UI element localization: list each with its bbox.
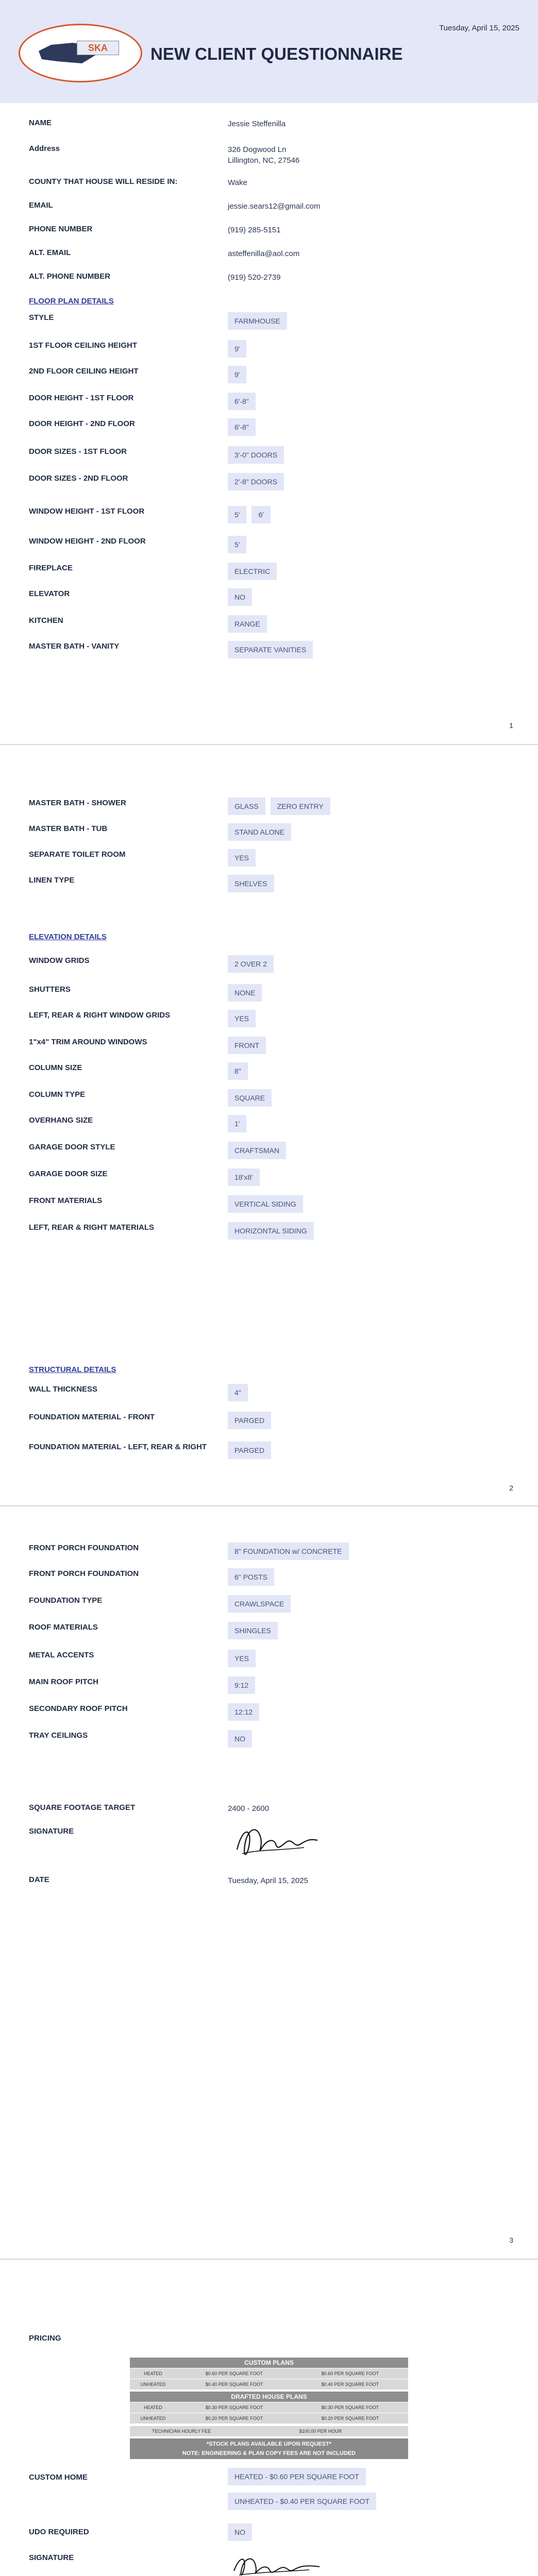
custom-home-option bbox=[228, 2493, 376, 2510]
detail-values bbox=[228, 615, 267, 633]
value-tag: VERTICAL SIDING bbox=[228, 1195, 303, 1213]
detail-label: 2ND FLOOR CEILING HEIGHT bbox=[29, 367, 139, 376]
detail-values bbox=[228, 473, 284, 490]
page-divider bbox=[0, 744, 538, 745]
udo-label: UDO REQUIRED bbox=[29, 2528, 89, 2536]
cell: UNHEATED bbox=[140, 2382, 166, 2387]
custom-home-option bbox=[228, 2468, 366, 2485]
address-value bbox=[228, 144, 299, 166]
detail-values bbox=[228, 1412, 271, 1429]
value-tag: HORIZONTAL SIDING bbox=[228, 1222, 314, 1240]
name-value: Jessie Steffenilla bbox=[228, 120, 286, 128]
detail-label: ROOF MATERIALS bbox=[29, 1623, 98, 1632]
address-label: Address bbox=[29, 144, 60, 153]
detail-values bbox=[228, 1037, 266, 1054]
detail-label: WINDOW HEIGHT - 2ND FLOOR bbox=[29, 537, 146, 546]
pricing-row bbox=[130, 2402, 408, 2413]
detail-values bbox=[228, 1703, 259, 1721]
value-tag: 9:12 bbox=[228, 1676, 255, 1694]
signature-image bbox=[227, 1818, 330, 1864]
email-value: jessie.sears12@gmail.com bbox=[228, 202, 321, 211]
detail-values bbox=[228, 798, 330, 815]
detail-values bbox=[228, 418, 256, 436]
pricing-heading: PRICING bbox=[29, 2334, 61, 2343]
value-tag: 6' bbox=[251, 506, 270, 523]
detail-label: DOOR SIZES - 1ST FLOOR bbox=[29, 447, 127, 456]
value-tag: ZERO ENTRY bbox=[271, 798, 330, 815]
detail-values bbox=[228, 366, 246, 383]
cell: TECHNICIAN HOURLY FEE bbox=[152, 2429, 211, 2434]
detail-label: COLUMN SIZE bbox=[29, 1063, 82, 1072]
cell: HEATED bbox=[144, 2405, 162, 2410]
detail-label: METAL ACCENTS bbox=[29, 1651, 94, 1659]
date-value: Tuesday, April 15, 2025 bbox=[228, 1876, 308, 1885]
value-tag: 4" bbox=[228, 1384, 248, 1401]
detail-label: OVERHANG SIZE bbox=[29, 1116, 93, 1125]
detail-label: FRONT PORCH FOUNDATION bbox=[29, 1544, 139, 1552]
detail-values bbox=[228, 849, 256, 867]
cell: $0.20 PER SQUARE FOOT bbox=[205, 2416, 263, 2421]
date-label: DATE bbox=[29, 1875, 49, 1884]
detail-label: SEPARATE TOILET ROOM bbox=[29, 850, 126, 859]
detail-values bbox=[228, 984, 262, 1002]
custom-home-label: CUSTOM HOME bbox=[29, 2473, 88, 2482]
pricing-table bbox=[130, 2358, 408, 2459]
value-tag: SEPARATE VANITIES bbox=[228, 641, 313, 658]
value-tag: 6'-8" bbox=[228, 393, 256, 410]
signature-image bbox=[227, 2550, 330, 2576]
detail-label: 1ST FLOOR CEILING HEIGHT bbox=[29, 341, 138, 350]
detail-values bbox=[228, 563, 277, 580]
value-tag: GLASS bbox=[228, 798, 265, 815]
alt-email-label: ALT. EMAIL bbox=[29, 248, 71, 257]
cell: $0.40 PER SQUARE FOOT bbox=[205, 2382, 263, 2387]
detail-values bbox=[228, 588, 252, 606]
tag: UNHEATED - $0.40 PER SQUARE FOOT bbox=[228, 2493, 376, 2510]
detail-values bbox=[228, 1568, 274, 1586]
value-tag: 3'-0" DOORS bbox=[228, 446, 284, 464]
value-tag: SQUARE bbox=[228, 1089, 272, 1107]
value-tag: 5' bbox=[228, 536, 246, 553]
detail-label: FOUNDATION MATERIAL - FRONT bbox=[29, 1413, 155, 1421]
value-tag: 6'-8" bbox=[228, 418, 256, 436]
page-number: 2 bbox=[509, 1484, 513, 1492]
page-number: 3 bbox=[509, 2236, 513, 2244]
alt-email-value: asteffenilla@aol.com bbox=[228, 249, 300, 258]
sqft-value: 2400 - 2600 bbox=[228, 1804, 270, 1813]
detail-label: KITCHEN bbox=[29, 616, 63, 625]
detail-values bbox=[228, 1676, 255, 1694]
page-title: NEW CLIENT QUESTIONNAIRE bbox=[150, 44, 403, 63]
value-tag: 2'-8" DOORS bbox=[228, 473, 284, 490]
detail-values bbox=[228, 1595, 291, 1613]
detail-values bbox=[228, 641, 313, 658]
signature-label: SIGNATURE bbox=[29, 2553, 74, 2562]
value-tag: NO bbox=[228, 1730, 252, 1748]
detail-label: SHUTTERS bbox=[29, 985, 71, 994]
detail-values bbox=[228, 1222, 314, 1240]
detail-label: TRAY CEILINGS bbox=[29, 1731, 88, 1740]
cell: $0.30 PER SQUARE FOOT bbox=[205, 2405, 263, 2410]
detail-label: FRONT MATERIALS bbox=[29, 1196, 103, 1205]
detail-values bbox=[228, 393, 256, 410]
detail-label: MASTER BATH - TUB bbox=[29, 824, 108, 833]
cell: $0.40 PER SQUARE FOOT bbox=[321, 2382, 379, 2387]
value-tag: CRAFTSMAN bbox=[228, 1142, 286, 1159]
stock-plans-note: *STOCK PLANS AVAILABLE UPON REQUEST* bbox=[206, 2441, 332, 2447]
value-tag: SHINGLES bbox=[228, 1622, 278, 1639]
value-tag: 8" bbox=[228, 1062, 248, 1080]
detail-values bbox=[228, 312, 287, 330]
value-tag: YES bbox=[228, 1010, 256, 1027]
detail-values bbox=[228, 1142, 286, 1159]
value-tag: NO bbox=[228, 588, 252, 606]
detail-values bbox=[228, 1168, 260, 1186]
page-divider bbox=[0, 1505, 538, 1506]
detail-values bbox=[228, 446, 284, 464]
value-tag: STAND ALONE bbox=[228, 823, 291, 841]
signature-label: SIGNATURE bbox=[29, 1827, 74, 1836]
detail-label: LEFT, REAR & RIGHT MATERIALS bbox=[29, 1223, 155, 1232]
detail-values bbox=[228, 1195, 303, 1213]
value-tag: PARGED bbox=[228, 1412, 271, 1429]
pricing-row bbox=[130, 2368, 408, 2379]
phone-value: (919) 285-5151 bbox=[228, 226, 281, 234]
custom-plans-title: CUSTOM PLANS bbox=[130, 2358, 408, 2368]
tag: NO bbox=[228, 2523, 252, 2541]
detail-values bbox=[228, 340, 246, 358]
company-logo bbox=[19, 24, 142, 82]
detail-label: GARAGE DOOR STYLE bbox=[29, 1143, 115, 1151]
value-tag: ELECTRIC bbox=[228, 563, 277, 580]
drafted-plans-title: DRAFTED HOUSE PLANS bbox=[130, 2392, 408, 2402]
detail-values bbox=[228, 1010, 256, 1027]
detail-values bbox=[228, 1730, 252, 1748]
detail-label: FRONT PORCH FOUNDATION bbox=[29, 1569, 139, 1578]
detail-label: WINDOW GRIDS bbox=[29, 956, 90, 965]
value-tag: 5' bbox=[228, 506, 246, 523]
elevation-heading: ELEVATION DETAILS bbox=[29, 933, 107, 941]
email-label: EMAIL bbox=[29, 201, 53, 210]
detail-label: FIREPLACE bbox=[29, 564, 73, 572]
detail-label: WALL THICKNESS bbox=[29, 1385, 98, 1394]
pricing-row bbox=[130, 2413, 408, 2424]
value-tag: RANGE bbox=[228, 615, 267, 633]
detail-values bbox=[228, 823, 291, 841]
detail-values bbox=[228, 1442, 271, 1459]
value-tag: 12:12 bbox=[228, 1703, 259, 1721]
pricing-row bbox=[130, 2379, 408, 2389]
header-band bbox=[0, 0, 538, 103]
detail-label: FOUNDATION TYPE bbox=[29, 1596, 103, 1605]
detail-label: DOOR HEIGHT - 2ND FLOOR bbox=[29, 419, 135, 428]
tech-fee-row bbox=[130, 2426, 408, 2436]
value-tag: 9' bbox=[228, 340, 246, 358]
detail-label: COLUMN TYPE bbox=[29, 1090, 86, 1099]
detail-values bbox=[228, 1543, 349, 1560]
value-tag: YES bbox=[228, 1650, 256, 1667]
county-label: COUNTY THAT HOUSE WILL RESIDE IN: bbox=[29, 177, 178, 186]
udo-value bbox=[228, 2523, 252, 2541]
detail-label: LEFT, REAR & RIGHT WINDOW GRIDS bbox=[29, 1011, 171, 1020]
value-tag: PARGED bbox=[228, 1442, 271, 1459]
header-date: Tuesday, April 15, 2025 bbox=[439, 24, 519, 32]
value-tag: FARMHOUSE bbox=[228, 312, 287, 330]
detail-label: STYLE bbox=[29, 313, 54, 322]
detail-values bbox=[228, 875, 274, 892]
detail-values bbox=[228, 1384, 248, 1401]
detail-label: WINDOW HEIGHT - 1ST FLOOR bbox=[29, 507, 145, 516]
engineering-note: NOTE: ENGINEERING & PLAN COPY FEES ARE NOT INCLUDED bbox=[182, 2450, 356, 2456]
value-tag: CRAWLSPACE bbox=[228, 1595, 291, 1613]
detail-label: MAIN ROOF PITCH bbox=[29, 1677, 98, 1686]
detail-values bbox=[228, 1062, 248, 1080]
detail-label: DOOR SIZES - 2ND FLOOR bbox=[29, 474, 128, 483]
pricing-notes bbox=[130, 2438, 408, 2459]
address-line-2: Lillington, NC, 27546 bbox=[228, 156, 300, 165]
detail-label: MASTER BATH - SHOWER bbox=[29, 799, 126, 807]
detail-label: ELEVATOR bbox=[29, 589, 70, 598]
cell: $0.30 PER SQUARE FOOT bbox=[321, 2405, 379, 2410]
value-tag: YES bbox=[228, 849, 256, 867]
detail-label: SECONDARY ROOF PITCH bbox=[29, 1704, 128, 1713]
alt-phone-value: (919) 520-2739 bbox=[228, 273, 281, 282]
logo-text: SKA bbox=[77, 41, 119, 55]
detail-values bbox=[228, 1650, 256, 1667]
county-value: Wake bbox=[228, 178, 247, 187]
value-tag: 8" FOUNDATION w/ CONCRETE bbox=[228, 1543, 349, 1560]
value-tag: 9' bbox=[228, 366, 246, 383]
detail-label: GARAGE DOOR SIZE bbox=[29, 1170, 108, 1178]
sqft-label: SQUARE FOOTAGE TARGET bbox=[29, 1803, 136, 1812]
cell: $0.60 PER SQUARE FOOT bbox=[205, 2371, 263, 2376]
detail-values bbox=[228, 1622, 278, 1639]
value-tag: NONE bbox=[228, 984, 262, 1002]
detail-label: 1"x4" TRIM AROUND WINDOWS bbox=[29, 1038, 147, 1046]
structural-heading: STRUCTURAL DETAILS bbox=[29, 1365, 116, 1374]
cell: $0.20 PER SQUARE FOOT bbox=[321, 2416, 379, 2421]
detail-label: LINEN TYPE bbox=[29, 876, 75, 885]
tag: HEATED - $0.60 PER SQUARE FOOT bbox=[228, 2468, 366, 2485]
detail-values bbox=[228, 1115, 246, 1132]
cell: $0.60 PER SQUARE FOOT bbox=[321, 2371, 379, 2376]
detail-values bbox=[228, 955, 274, 973]
page-number: 1 bbox=[509, 721, 513, 730]
detail-label: MASTER BATH - VANITY bbox=[29, 642, 120, 651]
value-tag: SHELVES bbox=[228, 875, 274, 892]
detail-label: FOUNDATION MATERIAL - LEFT, REAR & RIGHT bbox=[29, 1443, 207, 1451]
detail-values bbox=[228, 536, 246, 553]
page-divider bbox=[0, 2259, 538, 2260]
phone-label: PHONE NUMBER bbox=[29, 225, 93, 233]
cell: HEATED bbox=[144, 2371, 162, 2376]
cell: $100.00 PER HOUR bbox=[299, 2429, 342, 2434]
detail-values bbox=[228, 506, 271, 523]
value-tag: 2 OVER 2 bbox=[228, 955, 274, 973]
detail-label: DOOR HEIGHT - 1ST FLOOR bbox=[29, 394, 134, 402]
value-tag: FRONT bbox=[228, 1037, 266, 1054]
address-line-1: 326 Dogwood Ln bbox=[228, 145, 287, 154]
cell: UNHEATED bbox=[140, 2416, 166, 2421]
value-tag: 6" POSTS bbox=[228, 1568, 274, 1586]
alt-phone-label: ALT. PHONE NUMBER bbox=[29, 272, 111, 281]
name-label: NAME bbox=[29, 118, 52, 127]
value-tag: 18'x8' bbox=[228, 1168, 260, 1186]
detail-values bbox=[228, 1089, 272, 1107]
floor-plan-heading: FLOOR PLAN DETAILS bbox=[29, 297, 114, 306]
value-tag: 1' bbox=[228, 1115, 246, 1132]
